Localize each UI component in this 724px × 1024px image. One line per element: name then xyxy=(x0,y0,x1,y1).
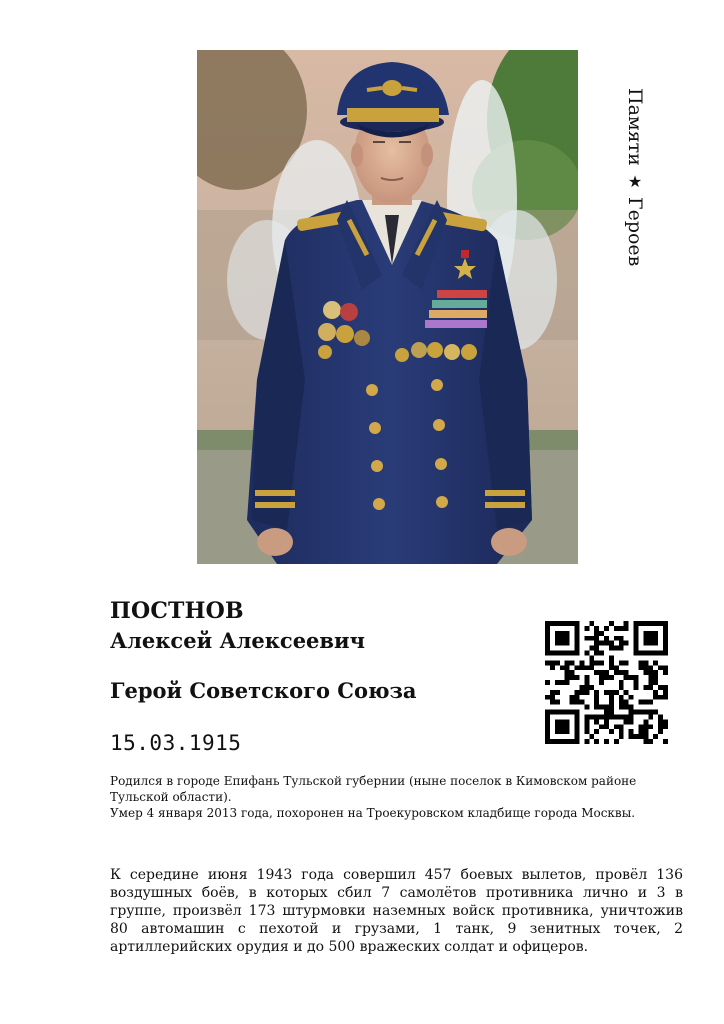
qr-code-icon[interactable] xyxy=(545,621,668,744)
bio-paragraph: К середине июня 1943 года совершил 457 боевых вылетов, провёл 136 воздушных боёв, в которых сбил 7 самолётов противника лично и 3 в группе, произвёл 173 штурмовки наземных войск противника, уничтожив 80 автомашин с пехотой и грузами, 1 танк, 9 зенитных точек, 2 артиллерийских орудия и до 500 вражеских солдат и офицеров. xyxy=(110,867,683,955)
portrait-photo xyxy=(197,50,578,564)
bio-death-line: Умер 4 января 2013 года, похоронен на Троекуровском кладбище города Москвы. xyxy=(110,806,636,820)
hero-given-names: Алексей Алексеевич xyxy=(110,628,365,653)
star-icon: ★ xyxy=(625,171,645,191)
birth-date: 15.03.1915 xyxy=(110,731,242,755)
hero-title: Герой Советского Союза xyxy=(110,678,417,703)
caption-part1: Памяти xyxy=(624,88,646,166)
caption-part2: Героев xyxy=(624,196,646,267)
bio-summary xyxy=(110,773,690,821)
memorial-caption xyxy=(620,88,650,278)
hero-surname: ПОСТНОВ xyxy=(110,598,244,624)
bio-birth-line: Родился в городе Епифань Тульской губернии (ныне поселок в Кимовском районе Тульской области). xyxy=(110,774,637,804)
